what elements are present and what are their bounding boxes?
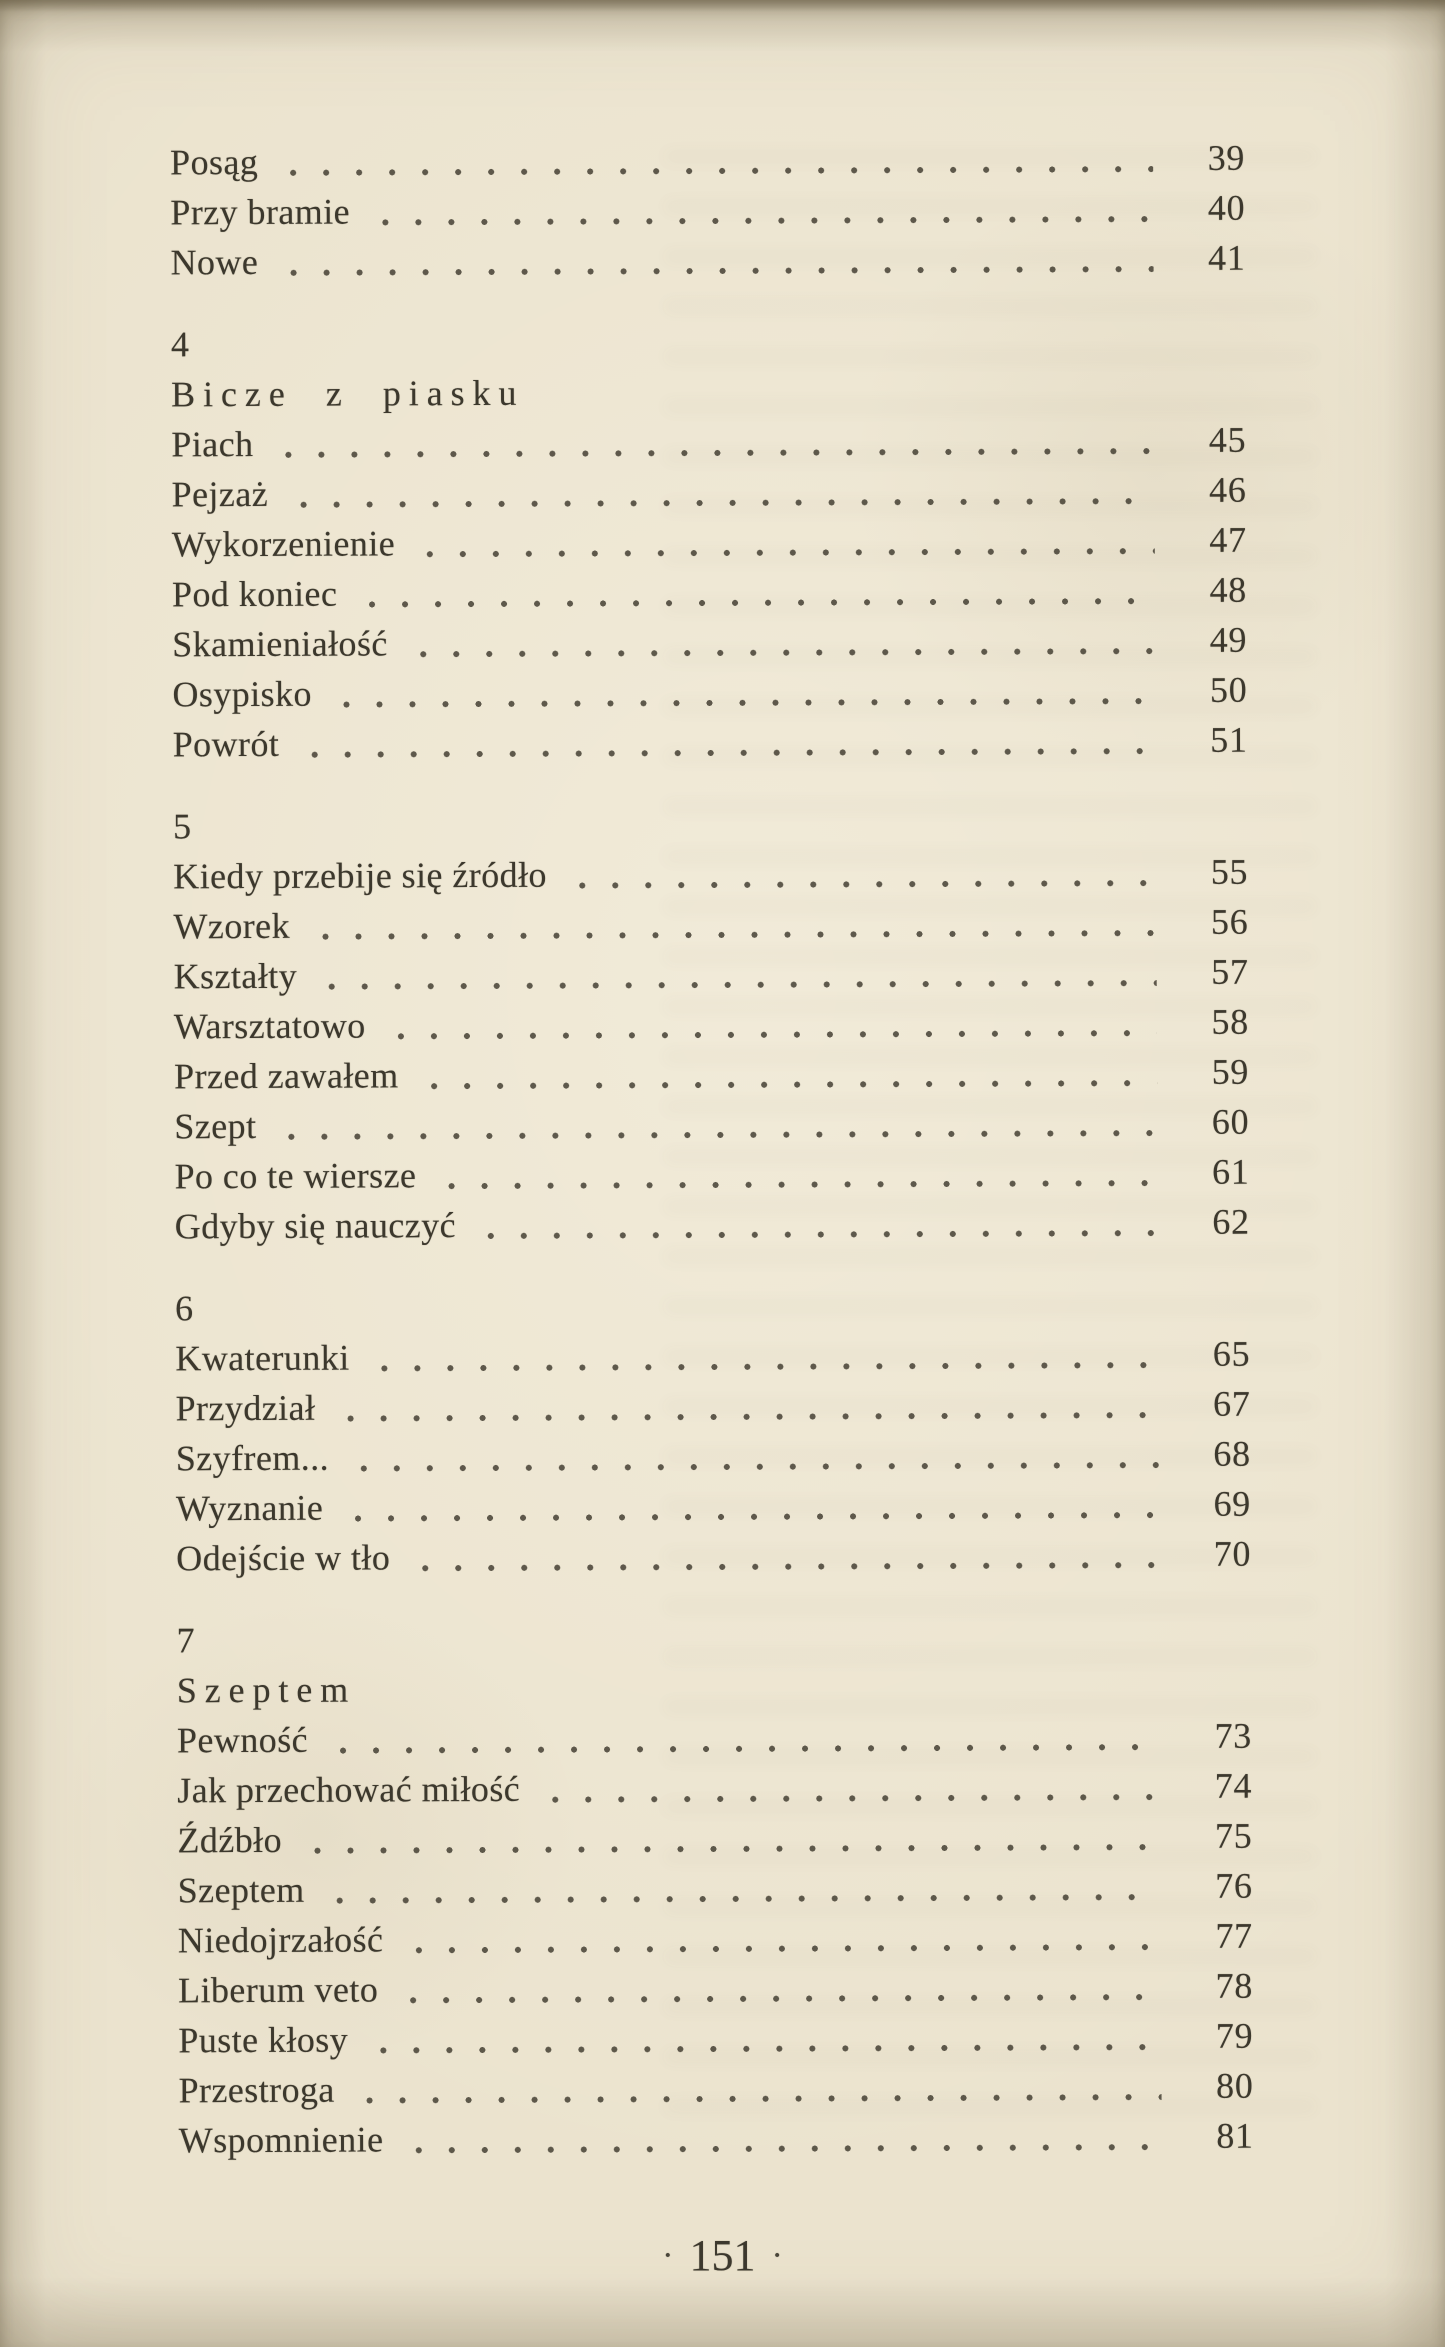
entry-title: Skamieniałość [172, 623, 388, 665]
entry-page-number: 51 [1210, 719, 1248, 760]
section-title: Szeptem [176, 1669, 357, 1711]
entry-page-number: 73 [1214, 1715, 1253, 1756]
dot-leader [365, 565, 1155, 618]
entry-page-number: 80 [1215, 2065, 1254, 2106]
entry-page-number: 61 [1211, 1151, 1250, 1192]
toc-entry [178, 2061, 1253, 2116]
entry-title: Źdźbło [177, 1819, 283, 1861]
entry-title: Szept [174, 1105, 257, 1147]
page-number: 151 [689, 2231, 756, 2280]
toc-entry [170, 233, 1245, 288]
entry-title: Kwaterunki [175, 1337, 350, 1379]
entry-page-number: 58 [1211, 1001, 1249, 1042]
toc-entry [177, 1811, 1252, 1866]
toc-entry [174, 947, 1249, 1002]
entry-title: Liberum veto [178, 1969, 379, 2011]
footer-dot-left: · [662, 2237, 674, 2274]
entry-page-number: 75 [1214, 1815, 1253, 1856]
dot-leader [333, 1861, 1161, 1915]
dot-leader [286, 133, 1153, 187]
entry-page-number: 79 [1215, 2015, 1254, 2056]
toc-entry [177, 1761, 1252, 1816]
dot-leader [286, 233, 1154, 287]
toc-entry [172, 615, 1247, 670]
entry-title: Przed zawałem [174, 1055, 399, 1097]
entry-title: Po co te wiersze [174, 1155, 417, 1197]
page-footer [0, 2228, 1445, 2284]
toc-entry [174, 997, 1249, 1052]
dot-leader [394, 997, 1157, 1050]
entry-page-number: 60 [1211, 1101, 1250, 1142]
entry-title: Powrót [172, 723, 280, 765]
toc-entry [179, 2111, 1254, 2166]
entry-page-number: 59 [1211, 1051, 1250, 1092]
entry-title: Osypisko [172, 673, 313, 715]
section-number: 6 [175, 1288, 194, 1329]
dot-leader [284, 1097, 1157, 1151]
entry-title: Wspomnienie [178, 2119, 384, 2161]
toc-entry [178, 1911, 1253, 1966]
dot-leader [343, 1379, 1158, 1433]
dot-leader [296, 465, 1155, 519]
dot-leader [378, 183, 1154, 236]
toc-entry [176, 1479, 1251, 1534]
toc-entry [175, 1379, 1250, 1434]
dot-leader [281, 415, 1154, 469]
entry-page-number: 41 [1208, 237, 1246, 278]
dot-leader [416, 615, 1156, 668]
entry-title: Pejzaż [171, 473, 269, 515]
dot-leader [444, 1147, 1157, 1200]
dot-leader [310, 1811, 1161, 1865]
entry-page-number: 55 [1210, 851, 1249, 892]
dot-leader [418, 1529, 1159, 1582]
dot-leader [336, 1711, 1160, 1765]
dot-leader [363, 2061, 1162, 2114]
toc-entry [171, 465, 1246, 520]
toc-entry [173, 715, 1248, 770]
toc-entry [175, 1329, 1250, 1384]
toc-entry [176, 1429, 1251, 1484]
entry-title: Szeptem [177, 1869, 305, 1911]
entry-title: Kiedy przebije się źródło [173, 854, 547, 897]
entry-page-number: 49 [1209, 619, 1248, 660]
dot-leader [377, 1329, 1158, 1382]
dot-leader [376, 2011, 1161, 2064]
entry-page-number: 68 [1213, 1433, 1251, 1474]
toc-entry [173, 897, 1248, 952]
dot-leader [318, 897, 1157, 951]
entry-title: Wzorek [173, 905, 291, 947]
dot-leader [351, 1479, 1159, 1533]
dot-leader [423, 515, 1155, 568]
entry-page-number: 57 [1211, 951, 1249, 992]
toc-section [170, 133, 1246, 288]
entry-page-number: 65 [1212, 1333, 1251, 1374]
toc-section [176, 1611, 1253, 2166]
toc-section [173, 797, 1250, 1252]
toc-entry [170, 133, 1245, 188]
toc-entry [177, 1711, 1252, 1766]
footer-dot-right: · [771, 2237, 783, 2274]
entry-title: Wykorzenienie [171, 523, 396, 565]
entry-title: Piach [171, 423, 254, 465]
entry-page-number: 69 [1213, 1483, 1252, 1524]
entry-title: Jak przechować miłość [177, 1768, 521, 1811]
toc-entry [174, 1147, 1249, 1202]
entry-page-number: 77 [1215, 1915, 1253, 1956]
dot-leader [548, 1761, 1160, 1814]
toc-entry [170, 183, 1245, 238]
entry-title: Niedojrzałość [177, 1919, 384, 1961]
entry-title: Gdyby się nauczyć [174, 1205, 457, 1247]
entry-page-number: 40 [1207, 187, 1246, 228]
dot-leader [406, 1961, 1161, 2014]
entry-title: Przestroga [178, 2069, 335, 2111]
entry-page-number: 47 [1209, 519, 1247, 560]
entry-title: Warsztatowo [173, 1005, 366, 1047]
toc-entry [172, 665, 1247, 720]
entry-title: Szyfrem... [175, 1437, 330, 1479]
toc-entry [174, 1097, 1249, 1152]
entry-page-number: 74 [1214, 1765, 1253, 1806]
section-number: 4 [170, 324, 189, 365]
toc [170, 133, 1254, 2166]
dot-leader [325, 947, 1157, 1001]
section-number: 5 [172, 806, 192, 847]
toc-entry [176, 1529, 1251, 1584]
entry-page-number: 50 [1209, 669, 1248, 710]
entry-title: Kształty [173, 955, 298, 997]
entry-page-number: 67 [1213, 1383, 1251, 1424]
entry-title: Przy bramie [170, 191, 351, 233]
entry-title: Posąg [170, 141, 259, 183]
entry-title: Puste kłosy [178, 2019, 349, 2061]
dot-leader [484, 1197, 1158, 1250]
entry-page-number: 70 [1213, 1533, 1252, 1574]
entry-title: Wyznanie [175, 1487, 324, 1529]
entry-title: Pewność [176, 1719, 309, 1761]
toc-entry [178, 1961, 1253, 2016]
dot-leader [575, 847, 1157, 900]
section-number: 7 [176, 1620, 195, 1661]
section-title: Bicze z piasku [171, 372, 525, 415]
dot-leader [307, 715, 1156, 769]
entry-page-number: 39 [1207, 137, 1246, 178]
entry-page-number: 81 [1216, 2115, 1254, 2156]
toc-entry [173, 847, 1248, 902]
toc-entry [172, 565, 1247, 620]
toc-section [171, 315, 1248, 770]
entry-page-number: 45 [1208, 419, 1247, 460]
toc-entry [178, 1861, 1253, 1916]
toc-entry [175, 1197, 1250, 1252]
entry-page-number: 76 [1215, 1865, 1253, 1906]
dot-leader [426, 1047, 1157, 1100]
dot-leader [411, 2111, 1162, 2164]
entry-page-number: 78 [1215, 1965, 1254, 2006]
entry-page-number: 62 [1212, 1201, 1250, 1242]
toc-entry [172, 515, 1247, 570]
toc-entry [174, 1047, 1249, 1102]
toc-section [175, 1279, 1251, 1584]
entry-page-number: 46 [1209, 469, 1247, 510]
entry-title: Przydział [175, 1387, 316, 1429]
toc-entry [171, 415, 1246, 470]
entry-title: Nowe [170, 241, 259, 283]
dot-leader [411, 1911, 1161, 1964]
toc-entry [178, 2011, 1253, 2066]
entry-page-number: 56 [1210, 901, 1249, 942]
dot-leader [340, 665, 1156, 719]
entry-title: Odejście w tło [176, 1537, 391, 1579]
entry-title: Pod koniec [171, 573, 338, 615]
dot-leader [357, 1429, 1159, 1482]
entry-page-number: 48 [1209, 569, 1248, 610]
